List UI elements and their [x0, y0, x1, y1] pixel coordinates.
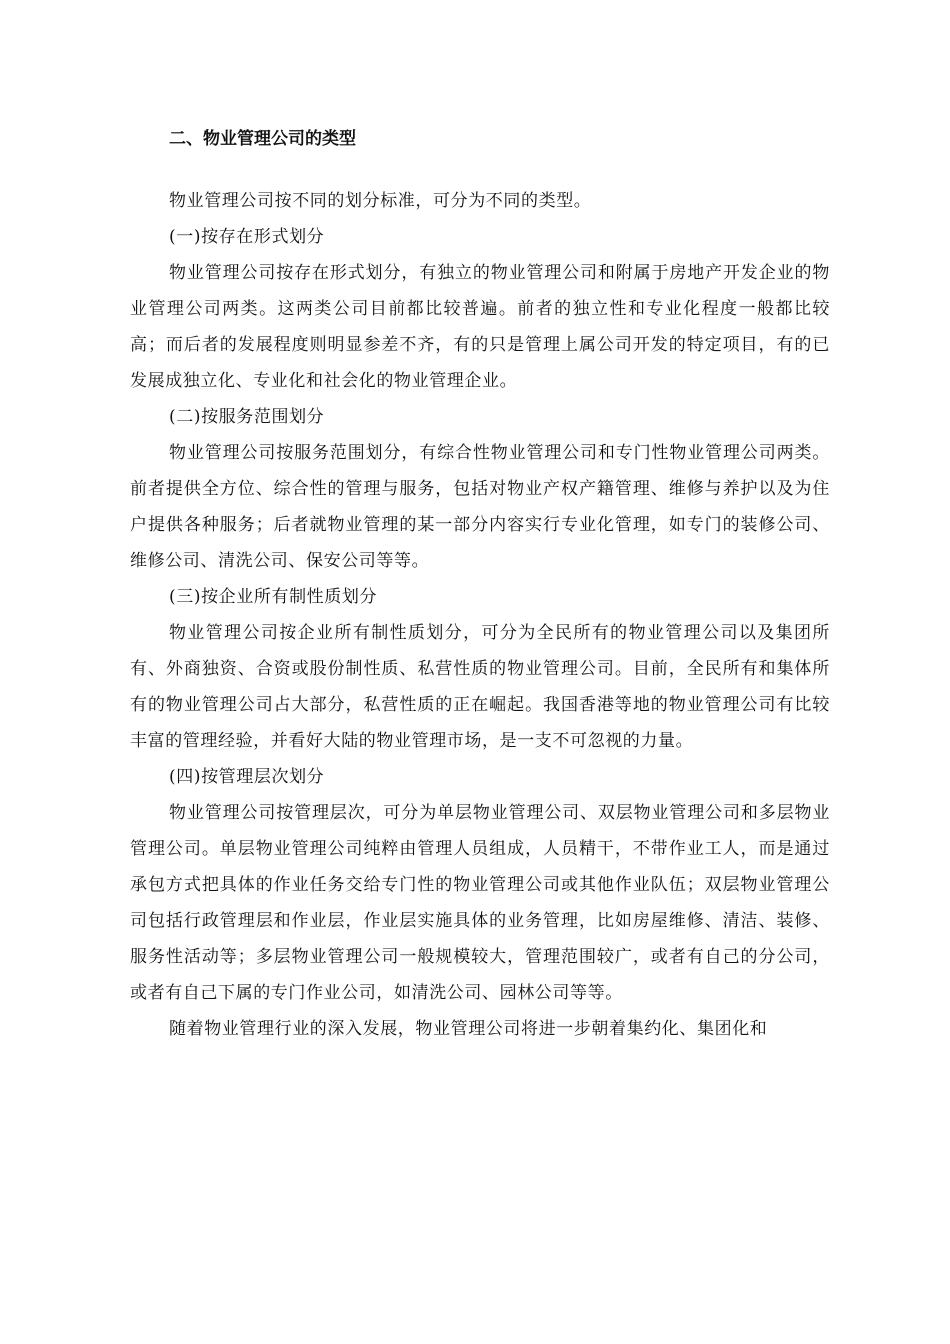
subsection-body-3: 物业管理公司按企业所有制性质划分，可分为全民所有的物业管理公司以及集团所有、外商独资、合资或股份制性质、私营性质的物业管理公司。目前，全民所有和集体所有的物业管理公司占大部分，私营性质的正在崛起。我国香港等地的物业管理公司有比较丰富的管理经验，并看好大陆的物业管理市场，是一支不可忽视的力量。 [130, 623, 830, 751]
subsection-body-4: 物业管理公司按管理层次，可分为单层物业管理公司、双层物业管理公司和多层物业管理公司。单层物业管理公司纯粹由管理人员组成，人员精干，不带作业工人，而是通过承包方式把具体的作业任务交给专门性的物业管理公司或其他作业队伍；双层物业管理公司包括行政管理层和作业层，作业层实施具体的业务管理，比如房屋维修、清洁、装修、服务性活动等；多层物业管理公司一般规模较大，管理范围较广，或者有自己的分公司，或者有自己下属的专门作业公司，如清洗公司、园林公司等等。 [130, 803, 830, 1003]
subsection-body-2: 物业管理公司按服务范围划分，有综合性物业管理公司和专门性物业管理公司两类。前者提供全方位、综合性的管理与服务，包括对物业产权产籍管理、维修与养护以及为住户提供各种服务；后者就物业管理的某一部分内容实行专业化管理，如专门的装修公司、维修公司、清洗公司、保安公司等等。 [130, 443, 830, 571]
subsection-title-1: (一)按存在形式划分 [169, 227, 325, 247]
document-page [130, 120, 830, 1047]
subsection-title-4: (四)按管理层次划分 [169, 767, 325, 787]
subsection-title-3: (三)按企业所有制性质划分 [169, 587, 378, 607]
section-heading: 二、物业管理公司的类型 [169, 129, 356, 149]
subsection-title-2: (二)按服务范围划分 [169, 407, 325, 427]
intro-paragraph: 物业管理公司按不同的划分标准，可分为不同的类型。 [169, 191, 592, 211]
closing-paragraph: 随着物业管理行业的深入发展，物业管理公司将进一步朝着集约化、集团化和 [169, 1019, 768, 1039]
subsection-body-1: 物业管理公司按存在形式划分，有独立的物业管理公司和附属于房地产开发企业的物业管理公司两类。这两类公司目前都比较普遍。前者的独立性和专业化程度一般都比较高；而后者的发展程度则明显参差不齐，有的只是管理上属公司开发的特定项目，有的已发展成独立化、专业化和社会化的物业管理企业。 [130, 263, 830, 391]
